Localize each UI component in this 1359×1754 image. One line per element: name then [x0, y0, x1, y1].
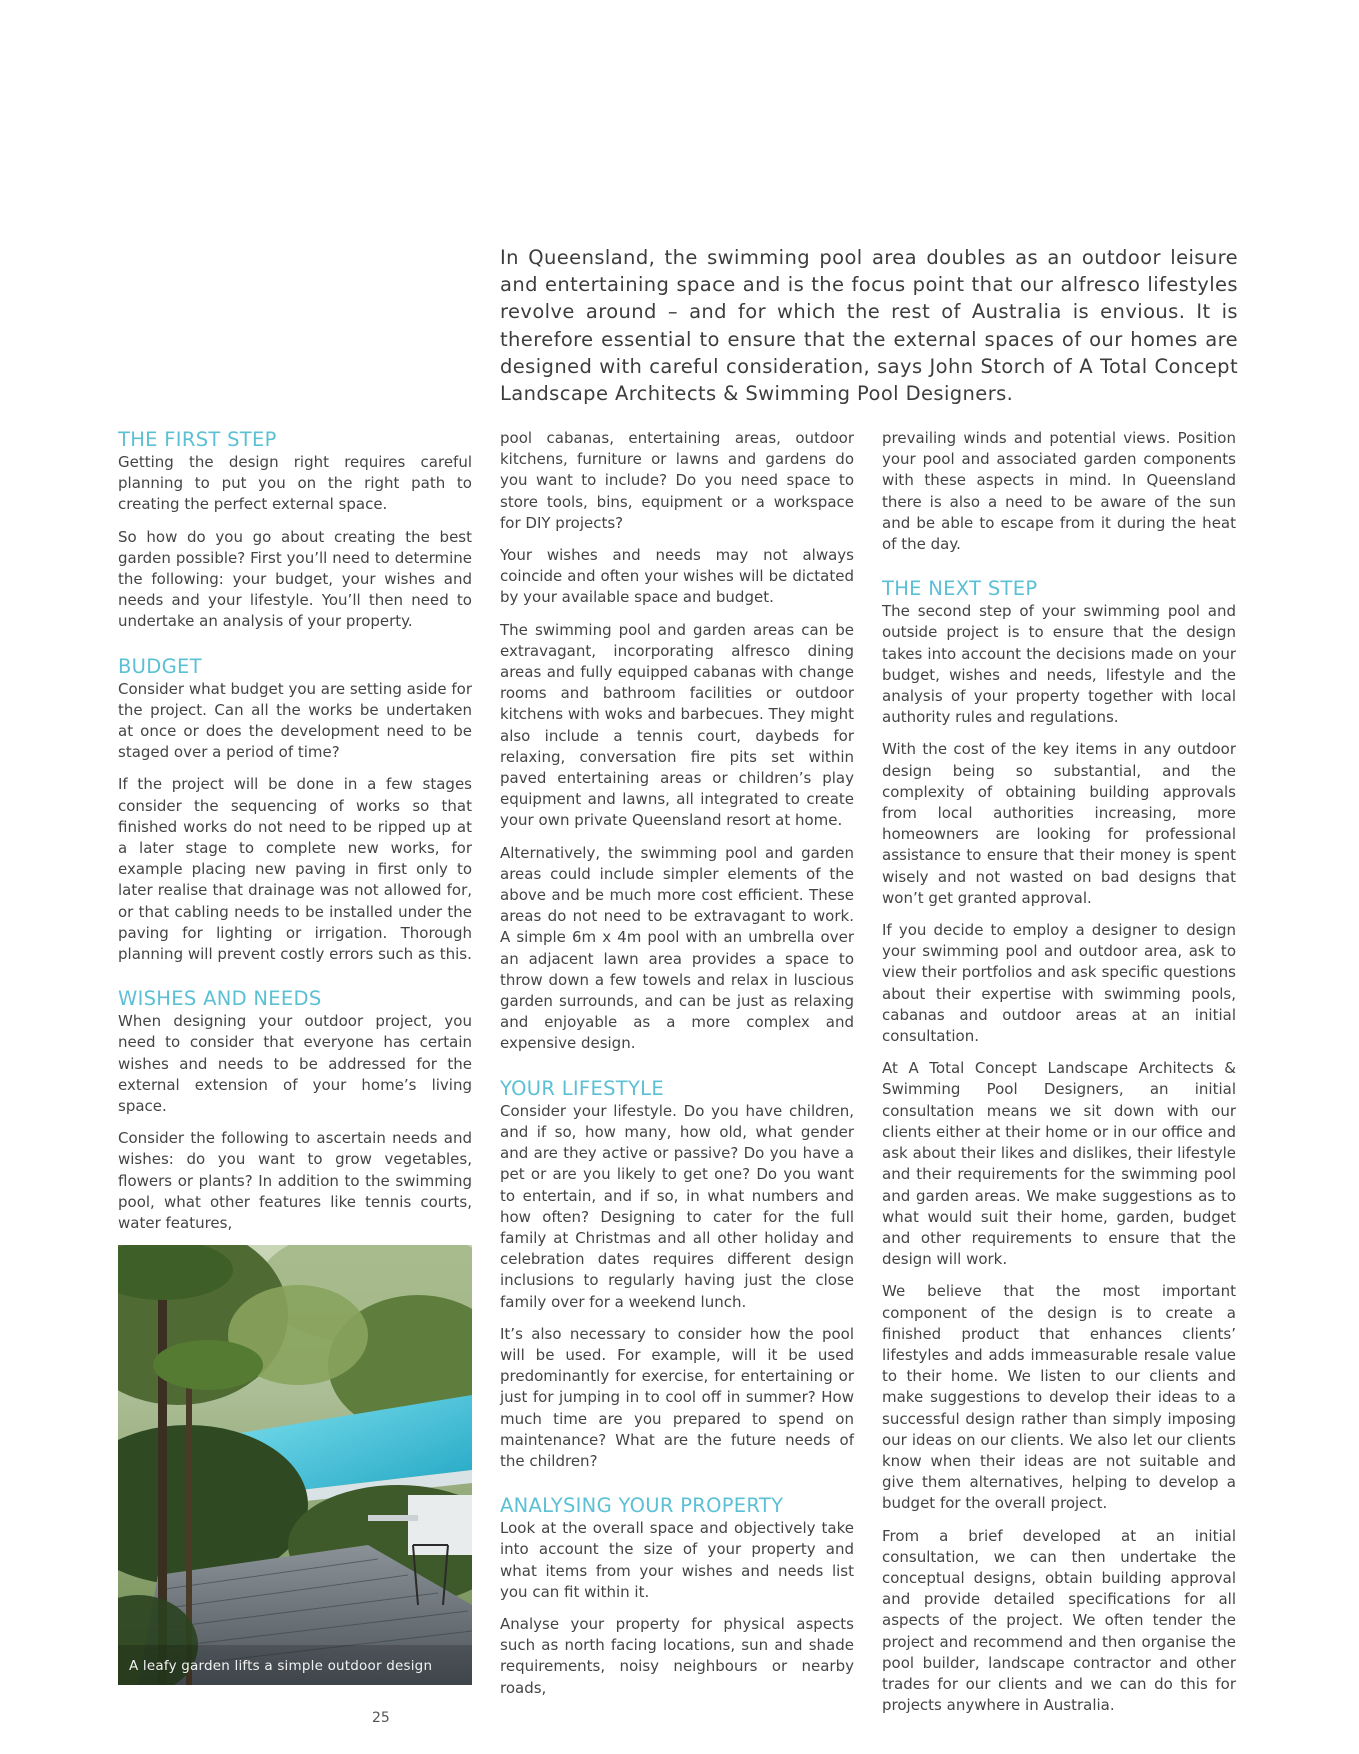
- paragraph: If the project will be done in a few stages consider the sequencing of works so that finished works do not need to be ripped up at a later stage to complete new works, for example placing new paving in first only to later realise that drainage was not allowed for, or that cabling needs to be installed under the paving for lighting or irrigation. Thorough planning will prevent costly errors such as this.: [118, 775, 472, 964]
- paragraph: When designing your outdoor project, you need to consider that everyone has certain wishes and needs to be addressed for the external extension of your home’s living space.: [118, 1012, 472, 1116]
- photo-caption: A leafy garden lifts a simple outdoor design: [129, 1658, 433, 1675]
- paragraph: So how do you go about creating the best garden possible? First you’ll need to determine the following: your budget, your wishes and needs and your lifestyle. You’ll then need to undertake an analysis of your property.: [118, 527, 472, 631]
- paragraph: From a brief developed at an initial consultation, we can then undertake the conceptual designs, obtain building approval and provide detailed specifications for all aspects of the project. We often tender the project and recommend and then organise the pool builder, landscape contractor and other trades for our clients and we can do this for projects anywhere in Australia.: [882, 1526, 1236, 1715]
- paragraph: With the cost of the key items in any outdoor design being so substantial, and the complexity of obtaining building approvals from local authorities increasing, more homeowners are looking for professional assistance to ensure that their money is spent wisely and not wasted on bad designs that won’t get granted approval.: [882, 740, 1236, 907]
- paragraph: pool cabanas, entertaining areas, outdoor kitchens, furniture or lawns and gardens do you want to include? Do you need space to store tools, bins, equipment or a workspace for DIY projects?: [500, 429, 854, 532]
- heading-analysing-your-property: ANALYSING YOUR PROPERTY: [500, 1494, 784, 1518]
- paragraph: If you decide to employ a designer to design your swimming pool and outdoor area, ask to view their portfolios and ask specific questions about their expertise with swimming pools, cabanas and outdoor areas at an initial consultation.: [882, 921, 1236, 1046]
- heading-the-next-step: THE NEXT STEP: [882, 577, 1038, 601]
- heading-first-step: THE FIRST STEP: [118, 428, 277, 451]
- garden-photo-illustration: [118, 1245, 472, 1685]
- paragraph: Consider your lifestyle. Do you have children, and if so, how many, how old, what gender and are they active or passive? Do you have a pet or are you likely to get one? Do you want to entertain, and if so, in what numbers and how often? Designing to cater for the full family at Christmas and all other holiday and celebration dates requires different design inclusions to regularly having just the close family over for a weekend lunch.: [500, 1101, 854, 1311]
- intro-paragraph: In Queensland, the swimming pool area doubles as an outdoor leisure and entertaining space and is the focus point that our alfresco lifestyles revolve around – and for which the rest of Australia is envious. It is therefore essential to ensure that the external spaces of our homes are designed with careful consideration, says John Storch of A Total Concept Landscape Architects & Swimming Pool Designers.: [500, 246, 1238, 406]
- paragraph: Look at the overall space and objectively take into account the size of your property and what items from your wishes and needs list you can fit within it.: [500, 1519, 854, 1601]
- heading-your-lifestyle: YOUR LIFESTYLE: [500, 1076, 664, 1100]
- paragraph: Getting the design right requires careful planning to put you on the right path to creating the perfect external space.: [118, 453, 472, 514]
- paragraph: At A Total Concept Landscape Architects & Swimming Pool Designers, an initial consultation means we sit down with our clients either at their home or in our office and ask about their likes and dislikes, their lifestyle and their requirements for the swimming pool and garden areas. We make suggestions as to what would suit their home, garden, budget and other requirements to ensure that the design will work.: [882, 1059, 1236, 1269]
- heading-wishes-and-needs: WISHES AND NEEDS: [118, 987, 322, 1011]
- paragraph: Your wishes and needs may not always coincide and often your wishes will be dictated by your available space and budget.: [500, 546, 854, 607]
- paragraph: The swimming pool and garden areas can be extravagant, incorporating alfresco dining areas and fully equipped cabanas with change rooms and bathroom facilities or outdoor kitchens with woks and barbecues. They might also include a tennis court, daybeds for relaxing, conversation fire pits set within paved entertaining areas or children’s play equipment and lawns, all integrated to create your own private Queensland resort at home.: [500, 620, 854, 830]
- paragraph: It’s also necessary to consider how the pool will be used. For example, will it be used predominantly for exercise, for entertaining or just for jumping in to cool off in summer? How much time are you prepared to spend on maintenance? What are the future needs of the children?: [500, 1324, 854, 1470]
- paragraph: Consider what budget you are setting aside for the project. Can all the works be undertaken at once or does the development need to be staged over a period of time?: [118, 679, 472, 762]
- column-1: [118, 428, 472, 1685]
- paragraph: Analyse your property for physical aspects such as north facing locations, sun and shade requirements, noisy neighbours or nearby roads,: [500, 1614, 854, 1697]
- paragraph: prevailing winds and potential views. Position your pool and associated garden components with these aspects in mind. In Queensland there is also a need to be aware of the sun and be able to escape from it during the heat of the day.: [882, 429, 1236, 554]
- paragraph: The second step of your swimming pool and outside project is to ensure that the design takes into account the decisions made on your budget, wishes and needs, lifestyle and the analysis of your property together with local authority rules and regulations.: [882, 602, 1236, 727]
- page-number: 25: [372, 1710, 390, 1726]
- heading-budget: BUDGET: [118, 654, 202, 678]
- paragraph: Alternatively, the swimming pool and garden areas could include simpler elements of the above and be much more cost efficient. These areas do not need to be extravagant to work. A simple 6m x 4m pool with an umbrella over an adjacent lawn area provides a space to throw down a few towels and relax in luscious garden surrounds, and can be just as relaxing and enjoyable as a more complex and expensive design.: [500, 843, 854, 1053]
- paragraph: Consider the following to ascertain needs and wishes: do you want to grow vegetables, flowers or plants? In addition to the swimming pool, what other features like tennis courts, water features,: [118, 1129, 472, 1233]
- column-2: [500, 428, 854, 1710]
- paragraph: We believe that the most important component of the design is to create a finished product that enhances clients’ lifestyles and adds immeasurable resale value to their home. We listen to our clients and make suggestions to develop their ideas to a successful design rather than simply imposing our ideas on our clients. We also let our clients know when their ideas are not suitable and give them alternatives, helping to develop a budget for the overall project.: [882, 1282, 1236, 1513]
- garden-photo: [118, 1245, 472, 1685]
- column-3: [882, 428, 1236, 1727]
